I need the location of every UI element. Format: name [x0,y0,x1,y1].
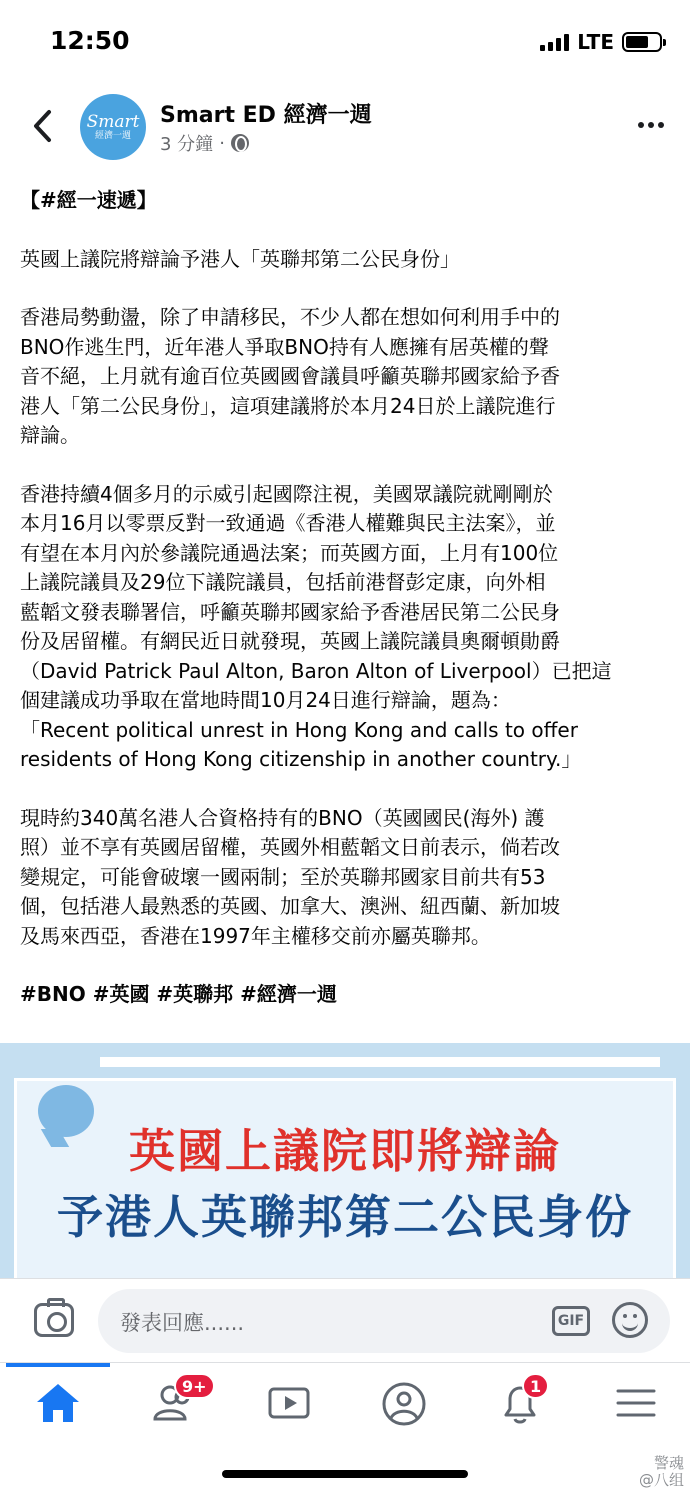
network-label: LTE [577,30,614,54]
post-timestamp[interactable]: 3 分鐘 [160,134,214,155]
post-paragraph-1: 香港局勢動盪，除了申請移民，不少人都在想如何利用手中的 BNO作逃生門，近年港人爭取BNO持有人應擁有居英權的聲 音不絕，上月就有逾百位英國國會議員呼籲英聯邦國家給予香 港人「第二公民身份」，這項建議將於本月24日於上議院進行 辯論。 [20,305,560,447]
watermark-line-1: 警魂 [653,1454,684,1472]
dot-icon [638,122,644,128]
nav-menu[interactable] [612,1381,660,1429]
nav-watch[interactable] [266,1381,314,1429]
post-paragraph-2: 香港持續4個多月的示威引起國際注視，美國眾議院就剛剛於 本月16月以零票反對一致通過《香港人權難與民主法案》，並 有望在本月內於參議院通過法案；而英國方面，上月有100位 上議院議員及29位下議院議員，包括前港督彭定康，向外相 藍韜文發表聯署信，呼籲英聯邦國家給予香港居民第二公民身 份及居留權。有網民近日就發現，英國上議院議員奧爾頓勛爵 （David Patrick Paul Alton, Baron Alton of Liverpool）已把這 個建議成功爭取在當地時間10月24日進行辯論，題為： 「Recent political unrest in Hong Kong and calls to offer residents of Hong Kong citizenship in another country.」 [20,481,612,771]
avatar-logo-text: Smart [86,112,140,132]
avatar[interactable] [80,94,146,160]
back-button[interactable] [22,106,62,146]
menu-icon [612,1381,660,1425]
battery-icon [622,32,662,52]
nav-home[interactable] [34,1381,82,1429]
comment-placeholder: 發表回應...... [120,1311,245,1335]
nav-notifications[interactable] [496,1376,544,1429]
chevron-left-icon [31,109,53,143]
camera-icon[interactable] [34,1303,74,1337]
dot-icon [648,122,654,128]
post-image[interactable] [0,1043,690,1278]
video-icon [266,1381,314,1425]
image-headline-red: 英國上議院即將辯論 [129,1124,561,1178]
comment-bar [0,1278,690,1362]
post-header [0,84,690,174]
notifications-badge: 1 [522,1373,549,1399]
bottom-nav [0,1362,690,1442]
status-indicators [540,30,662,54]
nav-friends[interactable] [150,1376,207,1429]
status-time: 12:50 [50,26,130,55]
nav-profile[interactable] [380,1381,428,1429]
avatar-logo-subtext: 經濟一週 [94,131,131,141]
watermark [639,1455,684,1489]
page-name[interactable]: Smart ED 經濟一週 [160,103,372,128]
post-hashtags[interactable]: #BNO #英國 #英聯邦 #經濟一週 [20,982,337,1006]
post-text [20,186,676,1039]
globe-icon [231,134,249,152]
watermark-line-2: @八组 [638,1471,684,1489]
post-tag-line: 【#經一速遞】 [20,188,157,212]
emoji-icon[interactable] [612,1302,648,1338]
more-options-button[interactable] [638,122,664,128]
dot-icon [658,122,664,128]
image-headline-blue: 予港人英聯邦第二公民身份 [57,1190,633,1244]
home-icon [34,1381,82,1425]
home-indicator[interactable] [222,1470,468,1478]
post-meta [160,130,249,156]
signal-icon [540,33,569,51]
image-stripe [100,1057,660,1067]
friends-badge: 9+ [174,1373,215,1399]
gif-button[interactable]: GIF [552,1306,590,1336]
status-bar [0,0,690,84]
comment-input[interactable] [98,1289,670,1353]
post-paragraph-3: 現時約340萬名港人合資格持有的BNO（英國國民(海外) 護 照）並不享有英國居留權，英國外相藍韜文日前表示，倘若改 變規定，可能會破壞一國兩制；至於英聯邦國家目前共有53 個，包括港人最熟悉的英國、加拿大、澳洲、紐西蘭、新加坡 及馬來西亞，香港在1997年主權移交前亦屬英聯邦。 [20,805,560,948]
nav-active-indicator [6,1363,110,1367]
meta-separator: · [219,132,225,154]
profile-icon [380,1381,428,1427]
post-headline: 英國上議院將辯論予港人「英聯邦第二公民身份」 [20,246,460,271]
